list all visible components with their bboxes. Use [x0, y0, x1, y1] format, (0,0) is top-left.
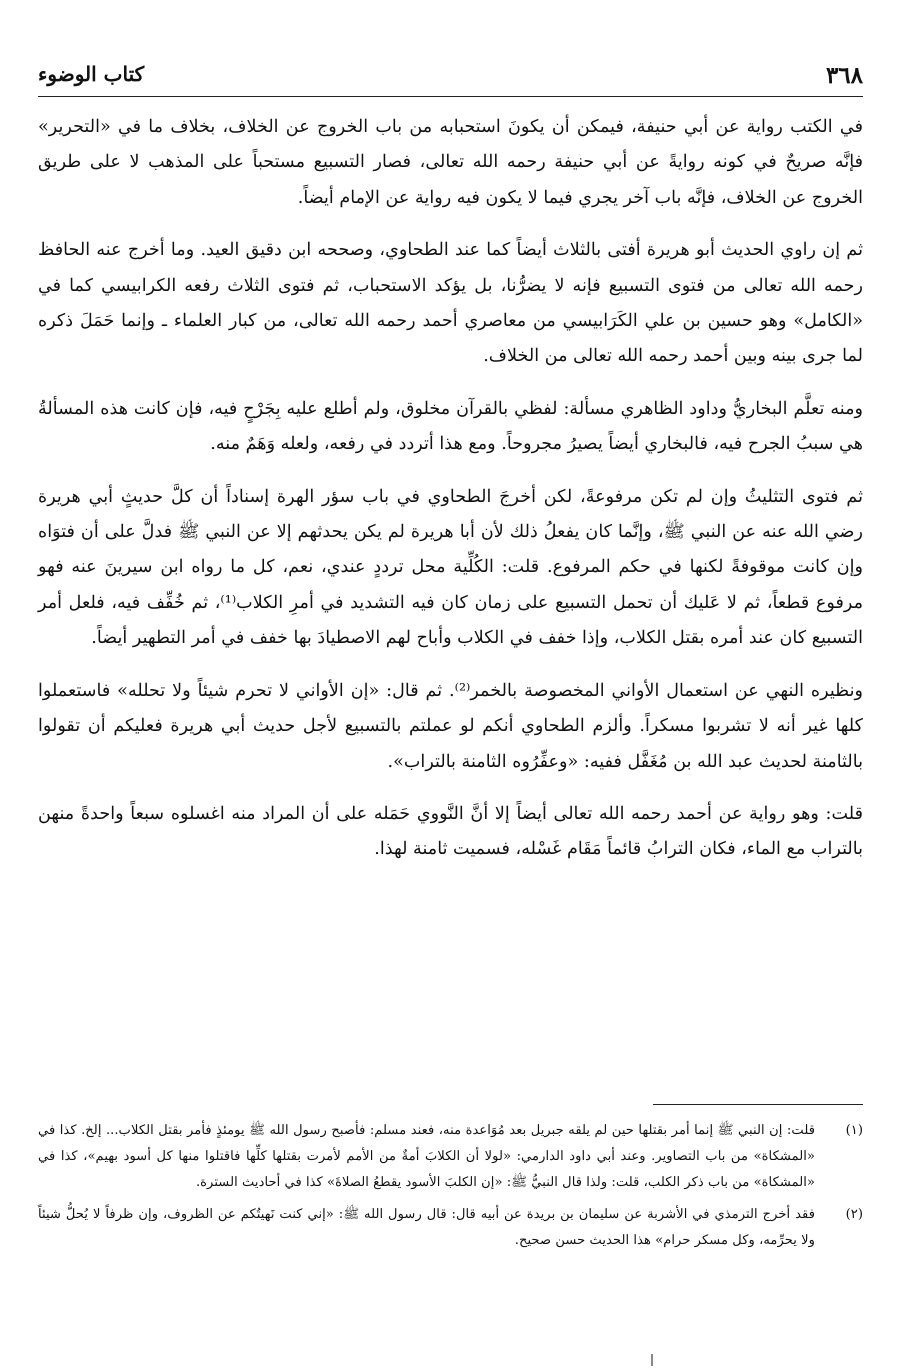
- main-text: [38, 110, 863, 868]
- footnotes: [38, 1118, 863, 1254]
- paragraph: في الكتب رواية عن أبي حنيفة، فيمكن أن يكونَ استحبابه من باب الخروج عن الخلاف، بخلاف ما في «التحرير» فإنَّه صريحٌ في كونه روايةً عن أبي حنيفة رحمه الله تعالى، فصار التسبيع مستحباً على المذهب لا على طريق الخروج عن الخلاف، فإنَّه باب آخر يجري فيما لا يكون فيه رواية عن الإمام أيضاً.: [38, 117, 863, 208]
- footnote: [38, 1202, 863, 1254]
- page-header: [38, 62, 863, 97]
- paragraph: ومنه تعلَّم البخاريُّ وداود الظاهري مسألة: لفظي بالقرآن مخلوق، ولم أطلع عليه بِجَرْحٍ فيه، فإن كانت هذه المسألةُ هي سببُ الجرح فيه، فالبخاري أيضاً يصيرُ مجروحاً. ومع هذا أتردد في رفعه، ولعله وَهَمٌ منه.: [38, 398, 863, 455]
- footnote-text: قلت: إن النبي ﷺ إنما أمر بقتلها حين لم يلقه جبريل بعد مُوَاعدة منه، فعند مسلم: فأصبح رسول الله ﷺ يومئذٍ فأمر بقتل الكلاب... إلخ. كذا في «المشكاة» من باب التصاوير. وعند أبي داود الدارمي: «لولا أن الكلابَ أمةٌ من الأمم لأمرت بقتلها كلِّها فاقتلوا منها كل أسود بهيم»، كذا في «المشكاة» من باب ذكر الكلب، قلت: ولذا قال النبيُّ ﷺ: «إن الكلبَ الأسود يقطعُ الصلاةَ» كذا في أحاديث السترة.: [38, 1123, 815, 1190]
- footnote: [38, 1118, 863, 1196]
- paragraph: ونظيره النهي عن استعمال الأواني المخصوصة بالخمر⁽²⁾. ثم قال: «إن الأواني لا تحرم شيئاً ولا تحلله» فاستعملوا كلها غير أنه لا تشربوا مسكراً. وألزم الطحاوي أنكم لو عملتم بالتسبيع لأجل حديث أبي هريرة فعليكم أن تقولوا بالثامنة لحديث عبد الله بن مُغَفَّل ففيه: «وعفِّرُوه الثامنة بالتراب».: [38, 680, 863, 772]
- footnote-text: فقد أخرج الترمذي في الأشربة عن سليمان بن بريدة عن أبيه قال: قال رسول الله ﷺ: «إني كنت نَهيتُكم عن الظروف، وإن ظرفاً لا يُحلُّ شيئاً ولا يحرِّمه، وكل مسكر حرام» هذا الحديث حسن صحيح.: [38, 1207, 815, 1248]
- footnote-number: (١): [845, 1123, 863, 1138]
- page-number: ٣٦٨: [825, 62, 863, 89]
- paragraph: ثم فتوى التثليثُ وإن لم تكن مرفوعةً، لكن أخرجَ الطحاوي في باب سؤر الهرة إسناداً أن كلَّ حديثٍ أبي هريرة رضي الله عنه عن النبي ﷺ، وإنَّما كان يفعلُ ذلك لأن أبا هريرة لم يكن يحدثهم إلا عن النبي ﷺ فدلَّ على أن فتوَاه وإن كانت موقوفةً لكنها في حكم المرفوع. قلت: الكُلِّية محل ترددٍ عندي، نعم، كل ما رواه ابن سيرينَ عنه فهو مرفوع قطعاً، ثم لا عَليك أن تحمل التسبيع على زمان كان فيه التشديد في أمرِ الكلاب⁽¹⁾، ثم خُفِّف فيه، فلعل أمر التسبيع كان عند أمره بقتل الكلاب، وإذا خفف في الكلاب وأباح لهم الاصطيادَ بها خفف في أمر التطهير أيضاً.: [38, 486, 864, 649]
- paragraph: قلت: وهو رواية عن أحمد رحمه الله تعالى أيضاً إلا أنَّ النَّووي حَمَله على أن المراد منه اغسلوه سبعاً واحدةً منهن بالتراب مع الماء، فكان الترابُ قائماً مَقَام غَسْله، فسميت ثامنة لهذا.: [38, 803, 863, 860]
- running-title: كتاب الوضوء: [38, 62, 145, 86]
- footnote-divider: [653, 1104, 863, 1105]
- footnote-number: (٢): [845, 1207, 863, 1222]
- print-mark: [651, 1354, 653, 1366]
- paragraph: ثم إن راوي الحديث أبو هريرة أفتى بالثلاث أيضاً كما عند الطحاوي، وصححه ابن دقيق العيد. وما أخرج عنه الحافظ رحمه الله تعالى من فتوى التسبيع فإنه لا يضرُّنا، بل يؤكد الاستحباب، ثم فتوى الثلاث رفعه الكرابيسي كما في «الكامل» وهو حسين بن علي الكَرَابيسي من معاصري أحمد رحمه الله تعالى، من كبار العلماء ـ وإنما حَمَلَ ذكره لما جرى بينه وبين أحمد رحمه الله تعالى من الخلاف.: [38, 240, 863, 367]
